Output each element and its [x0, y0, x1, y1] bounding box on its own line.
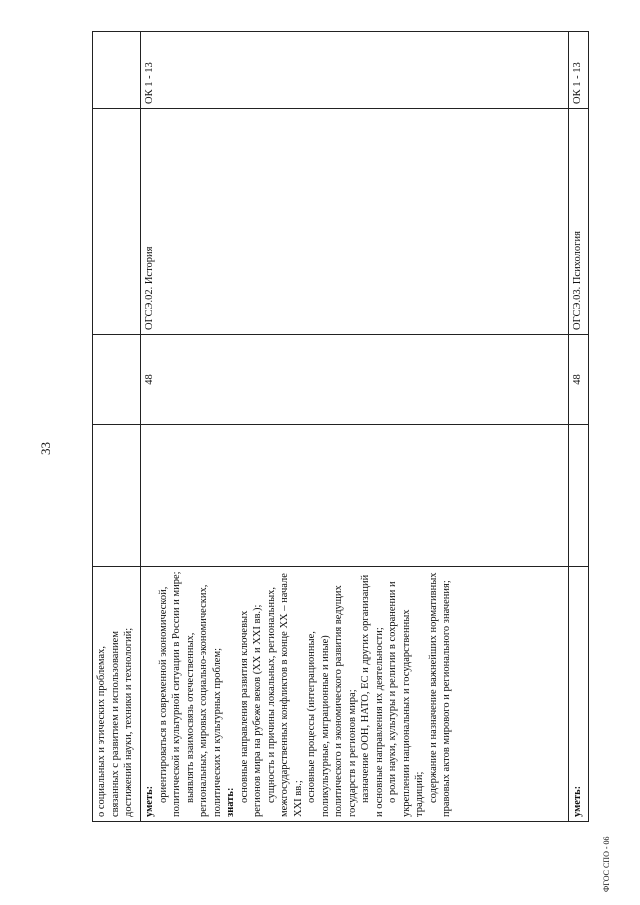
empty-cell [93, 425, 141, 567]
competency-table [92, 32, 589, 822]
table-row-intro [93, 32, 141, 822]
empty-cell [93, 335, 141, 425]
table-row-history [141, 32, 569, 822]
knowledge-item: о роли науки, культуры и религии в сохранении и укреплении национальных и государственных традиций; [387, 581, 425, 817]
knowledge-item: основные процессы (интеграционные, поликультурные, миграционные и иные) политического и экономического развития ведущих государств и регионов мира; [306, 585, 358, 817]
footer-code: ФГОС СПО - 06 [602, 836, 611, 892]
skill-item: ориентироваться в современной экономической, политической и культурной ситуации в России и мире; [157, 571, 182, 817]
knowledge-item: основные направления развития ключевых регионов мира на рубеже веков (XX и XXI вв.); [238, 604, 263, 817]
history-discipline: ОГСЭ.02. История [141, 109, 569, 335]
empty-cell [93, 109, 141, 335]
empty-cell [93, 32, 141, 109]
knowledge-item: содержание и назначение важнейших нормативных правовых актов мирового и регионального значения; [427, 572, 452, 817]
knowledge-item: сущность и причины локальных, региональных, межгосударственных конфликтов в конце XX – начале XXI вв.; [265, 573, 304, 817]
skills-label: уметь: [144, 785, 155, 817]
intro-line: связанных с развитием и использованием [109, 631, 121, 817]
skill-item: выявлять взаимосвязь отечественных, региональных, мировых социально-экономических, политических и культурных проблем; [184, 584, 223, 817]
psych-discipline: ОГСЭ.03. Психология [569, 109, 589, 335]
history-requirements-cell [141, 567, 569, 822]
intro-line: достижений науки, техники и технологий; [123, 627, 134, 817]
page-number: 33 [38, 442, 53, 455]
empty-cell [569, 425, 589, 567]
psych-hours: 48 [569, 335, 589, 425]
table-row-psychology [569, 32, 589, 822]
history-competencies: ОК 1 - 13 [141, 32, 569, 109]
psych-competencies: ОК 1 - 13 [569, 32, 589, 109]
history-hours: 48 [141, 335, 569, 425]
psych-skills-label: уметь: [569, 567, 589, 822]
knowledge-item: назначение ООН, НАТО, ЕС и других организаций и основные направления их деятельности; [360, 574, 385, 817]
empty-cell [141, 425, 569, 567]
intro-line: о социальных и этических проблемах, [96, 646, 107, 817]
intro-cell [93, 567, 141, 822]
knowledge-label: знать: [225, 787, 236, 817]
